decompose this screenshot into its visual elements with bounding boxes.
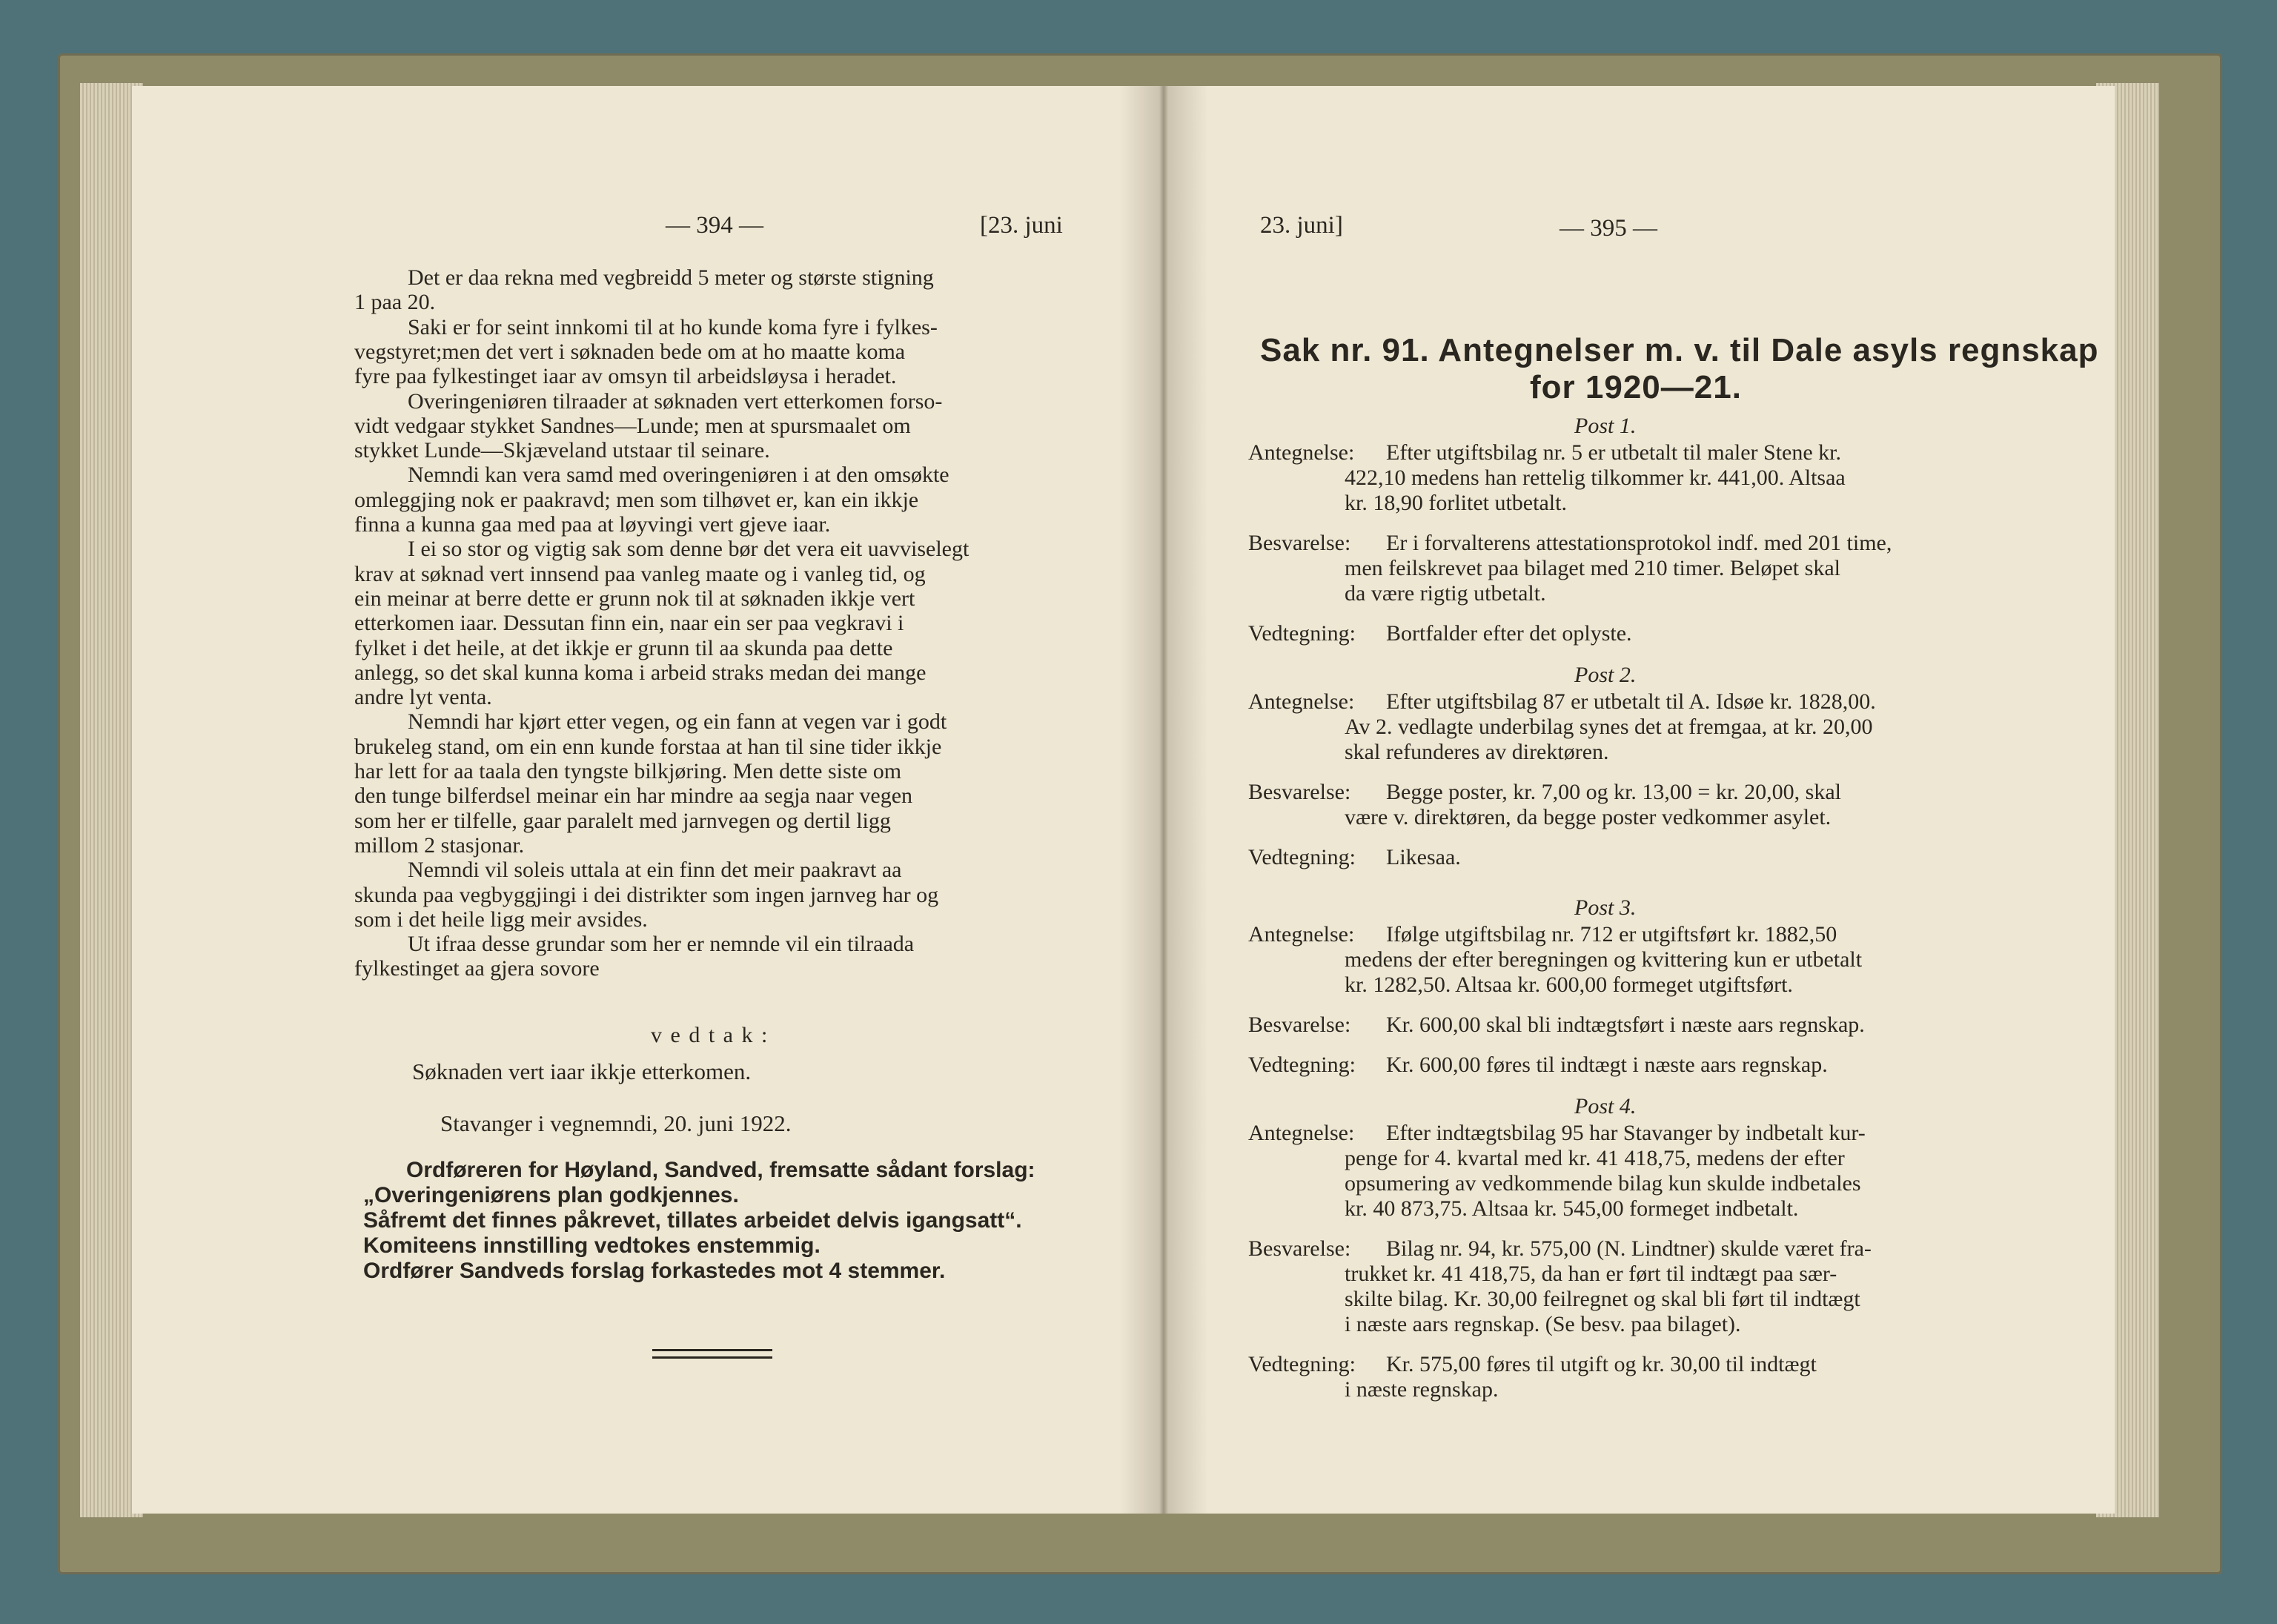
- resolution-line: Ordfører Sandveds forslag forkastedes mot 4 stemmer.: [363, 1259, 946, 1283]
- post-heading: Post 4.: [1574, 1094, 1637, 1118]
- entry-line: kr. 18,90 forlitet utbetalt.: [1345, 491, 1567, 515]
- right-page-date: 23. juni]: [1260, 212, 1343, 239]
- end-rule: [652, 1356, 772, 1359]
- body-line: 1 paa 20.: [354, 290, 436, 315]
- right-page-number: — 395 —: [1560, 215, 1657, 242]
- case-title-period: for 1920—21.: [1530, 369, 1742, 405]
- entry-label: Antegnelse:: [1248, 1121, 1355, 1145]
- entry-line: i næste aars regnskap. (Se besv. paa bilaget).: [1345, 1312, 1741, 1336]
- body-line: fylkestinget aa gjera sovore: [354, 956, 600, 981]
- resolution-line: „Overingeniørens plan godkjennes.: [363, 1183, 739, 1207]
- entry-line: Bortfalder efter det oplyste.: [1386, 621, 1632, 646]
- body-line: Nemndi vil soleis uttala at ein finn det meir paakravt aa: [408, 858, 902, 883]
- body-line: I ei so stor og vigtig sak som denne bør det vera eit uavviselegt: [408, 537, 970, 562]
- body-line: ein meinar at berre dette er grunn nok til at søknaden ikkje vert: [354, 586, 915, 611]
- entry-label: Besvarelse:: [1248, 1236, 1351, 1261]
- body-line: stykket Lunde—Skjæveland utstaar til seinare.: [354, 438, 770, 463]
- left-page-date: [23. juni: [980, 212, 1063, 239]
- entry-label: Besvarelse:: [1248, 1012, 1351, 1037]
- book-gutter: [1119, 86, 1208, 1514]
- body-line: finna a kunna gaa med paa at løyvingi vert gjeve iaar.: [354, 512, 831, 537]
- entry-line: Av 2. vedlagte underbilag synes det at fremgaa, at kr. 20,00: [1345, 715, 1873, 739]
- entry-line: trukket kr. 41 418,75, da han er ført til indtægt paa sær-: [1345, 1262, 1837, 1286]
- body-line: fyre paa fylkestinget iaar av omsyn til arbeidsløysa i heradet.: [354, 364, 897, 389]
- body-line: anlegg, so det skal kunna koma i arbeid straks medan dei mange: [354, 660, 927, 685]
- entry-line: være v. direktøren, da begge poster vedkommer asylet.: [1345, 805, 1832, 829]
- resolution-line: Komiteens innstilling vedtokes enstemmig.: [363, 1233, 821, 1258]
- body-line: Nemndi kan vera samd med overingeniøren i at den omsøkte: [408, 463, 949, 488]
- body-line: andre lyt venta.: [354, 685, 492, 710]
- case-title: Sak nr. 91. Antegnelser m. v. til Dale asyls regnskap: [1260, 332, 2099, 368]
- entry-label: Vedtegning:: [1248, 845, 1356, 869]
- body-line: som i det heile ligg meir avsides.: [354, 907, 648, 932]
- left-page-number: — 394 —: [666, 212, 763, 239]
- body-line: millom 2 stasjonar.: [354, 832, 525, 858]
- body-line: skunda paa vegbyggjingi i dei distrikter som ingen jarnveg har og: [354, 882, 939, 907]
- entry-line: Likesaa.: [1386, 845, 1461, 869]
- entry-line: Kr. 600,00 føres til indtægt i næste aars regnskap.: [1386, 1053, 1828, 1077]
- post-heading: Post 2.: [1574, 663, 1637, 687]
- body-line: vegstyret;men det vert i søknaden bede om at ho maatte koma: [354, 339, 906, 364]
- body-line: etterkomen iaar. Dessutan finn ein, naar ein ser paa vegkravi i: [354, 611, 904, 636]
- body-line: Nemndi har kjørt etter vegen, og ein fann at vegen var i godt: [408, 709, 947, 735]
- vedtak-label: v e d t a k :: [651, 1023, 769, 1047]
- resolution-line: Såfremt det finnes påkrevet, tillates arbeidet delvis igangsatt“.: [363, 1208, 1022, 1233]
- entry-line: opsumering av vedkommende bilag kun skulde indbetales: [1345, 1171, 1861, 1196]
- body-line: omleggjing nok er paakravd; men som tilhøvet er, kan ein ikkje: [354, 487, 919, 512]
- entry-line: men feilskrevet paa bilaget med 210 timer. Beløpet skal: [1345, 556, 1840, 580]
- entry-line: kr. 1282,50. Altsaa kr. 600,00 formeget utgiftsført.: [1345, 972, 1793, 997]
- entry-line: Efter utgiftsbilag nr. 5 er utbetalt til maler Stene kr.: [1386, 440, 1842, 465]
- end-rule: [652, 1349, 772, 1351]
- body-line: Overingeniøren tilraader at søknaden vert etterkomen forso-: [408, 388, 943, 414]
- entry-line: penge for 4. kvartal med kr. 41 418,75, medens der efter: [1345, 1146, 1845, 1170]
- entry-label: Antegnelse:: [1248, 440, 1355, 465]
- entry-line: Efter indtægtsbilag 95 har Stavanger by indbetalt kur-: [1386, 1121, 1866, 1145]
- entry-line: medens der efter beregningen og kvittering kun er utbetalt: [1345, 947, 1863, 972]
- entry-line: Kr. 575,00 føres til utgift og kr. 30,00 til indtægt: [1386, 1352, 1817, 1376]
- body-line: Saki er for seint innkomi til at ho kunde koma fyre i fylkes-: [408, 314, 938, 339]
- place-date: Stavanger i vegnemndi, 20. juni 1922.: [440, 1110, 792, 1136]
- resolution-line: Ordføreren for Høyland, Sandved, fremsatte sådant forslag:: [406, 1158, 1035, 1182]
- entry-label: Vedtegning:: [1248, 1053, 1356, 1077]
- body-line: har lett for aa taala den tyngste bilkjøring. Men dette siste om: [354, 759, 902, 783]
- entry-line: da være rigtig utbetalt.: [1345, 581, 1546, 606]
- entry-label: Besvarelse:: [1248, 531, 1351, 555]
- body-line: fylket i det heile, at det ikkje er grunn til aa skunda paa dette: [354, 635, 893, 660]
- entry-label: Besvarelse:: [1248, 780, 1351, 804]
- vedtak-text: Søknaden vert iaar ikkje etterkomen.: [412, 1058, 752, 1084]
- body-line: brukeleg stand, om ein enn kunde forstaa at han til sine tider ikkje: [354, 734, 942, 759]
- entry-line: kr. 40 873,75. Altsaa kr. 545,00 formeget indbetalt.: [1345, 1196, 1799, 1221]
- entry-line: Bilag nr. 94, kr. 575,00 (N. Lindtner) skulde været fra-: [1386, 1236, 1872, 1261]
- entry-line: 422,10 medens han rettelig tilkommer kr. 441,00. Altsaa: [1345, 465, 1846, 490]
- entry-label: Vedtegning:: [1248, 621, 1356, 646]
- body-line: vidt vedgaar stykket Sandnes—Lunde; men at spursmaalet om: [354, 413, 911, 438]
- post-heading: Post 1.: [1574, 414, 1637, 438]
- entry-line: skal refunderes av direktøren.: [1345, 740, 1609, 764]
- entry-line: skilte bilag. Kr. 30,00 feilregnet og skal bli ført til indtægt: [1345, 1287, 1860, 1311]
- entry-line: Begge poster, kr. 7,00 og kr. 13,00 = kr. 20,00, skal: [1386, 780, 1842, 804]
- entry-label: Antegnelse:: [1248, 689, 1355, 714]
- post-heading: Post 3.: [1574, 895, 1637, 920]
- entry-label: Antegnelse:: [1248, 922, 1355, 947]
- entry-line: Efter utgiftsbilag 87 er utbetalt til A. Idsøe kr. 1828,00.: [1386, 689, 1876, 714]
- entry-line: Ifølge utgiftsbilag nr. 712 er utgiftsført kr. 1882,50: [1386, 922, 1837, 947]
- entry-label: Vedtegning:: [1248, 1352, 1356, 1376]
- body-line: Det er daa rekna med vegbreidd 5 meter og største stigning: [408, 265, 934, 290]
- entry-line: Er i forvalterens attestationsprotokol indf. med 201 time,: [1386, 531, 1892, 555]
- body-line: som her er tilfelle, gaar paralelt med jarnvegen og dertil ligg: [354, 808, 891, 833]
- entry-line: Kr. 600,00 skal bli indtægtsført i næste aars regnskap.: [1386, 1012, 1865, 1037]
- entry-line: i næste regnskap.: [1345, 1377, 1499, 1402]
- body-line: Ut ifraa desse grundar som her er nemnde vil ein tilraada: [408, 932, 915, 957]
- body-line: den tunge bilferdsel meinar ein har mindre aa segja naar vegen: [354, 783, 913, 809]
- body-line: krav at søknad vert innsend paa vanleg maate og i vanleg tid, og: [354, 561, 926, 586]
